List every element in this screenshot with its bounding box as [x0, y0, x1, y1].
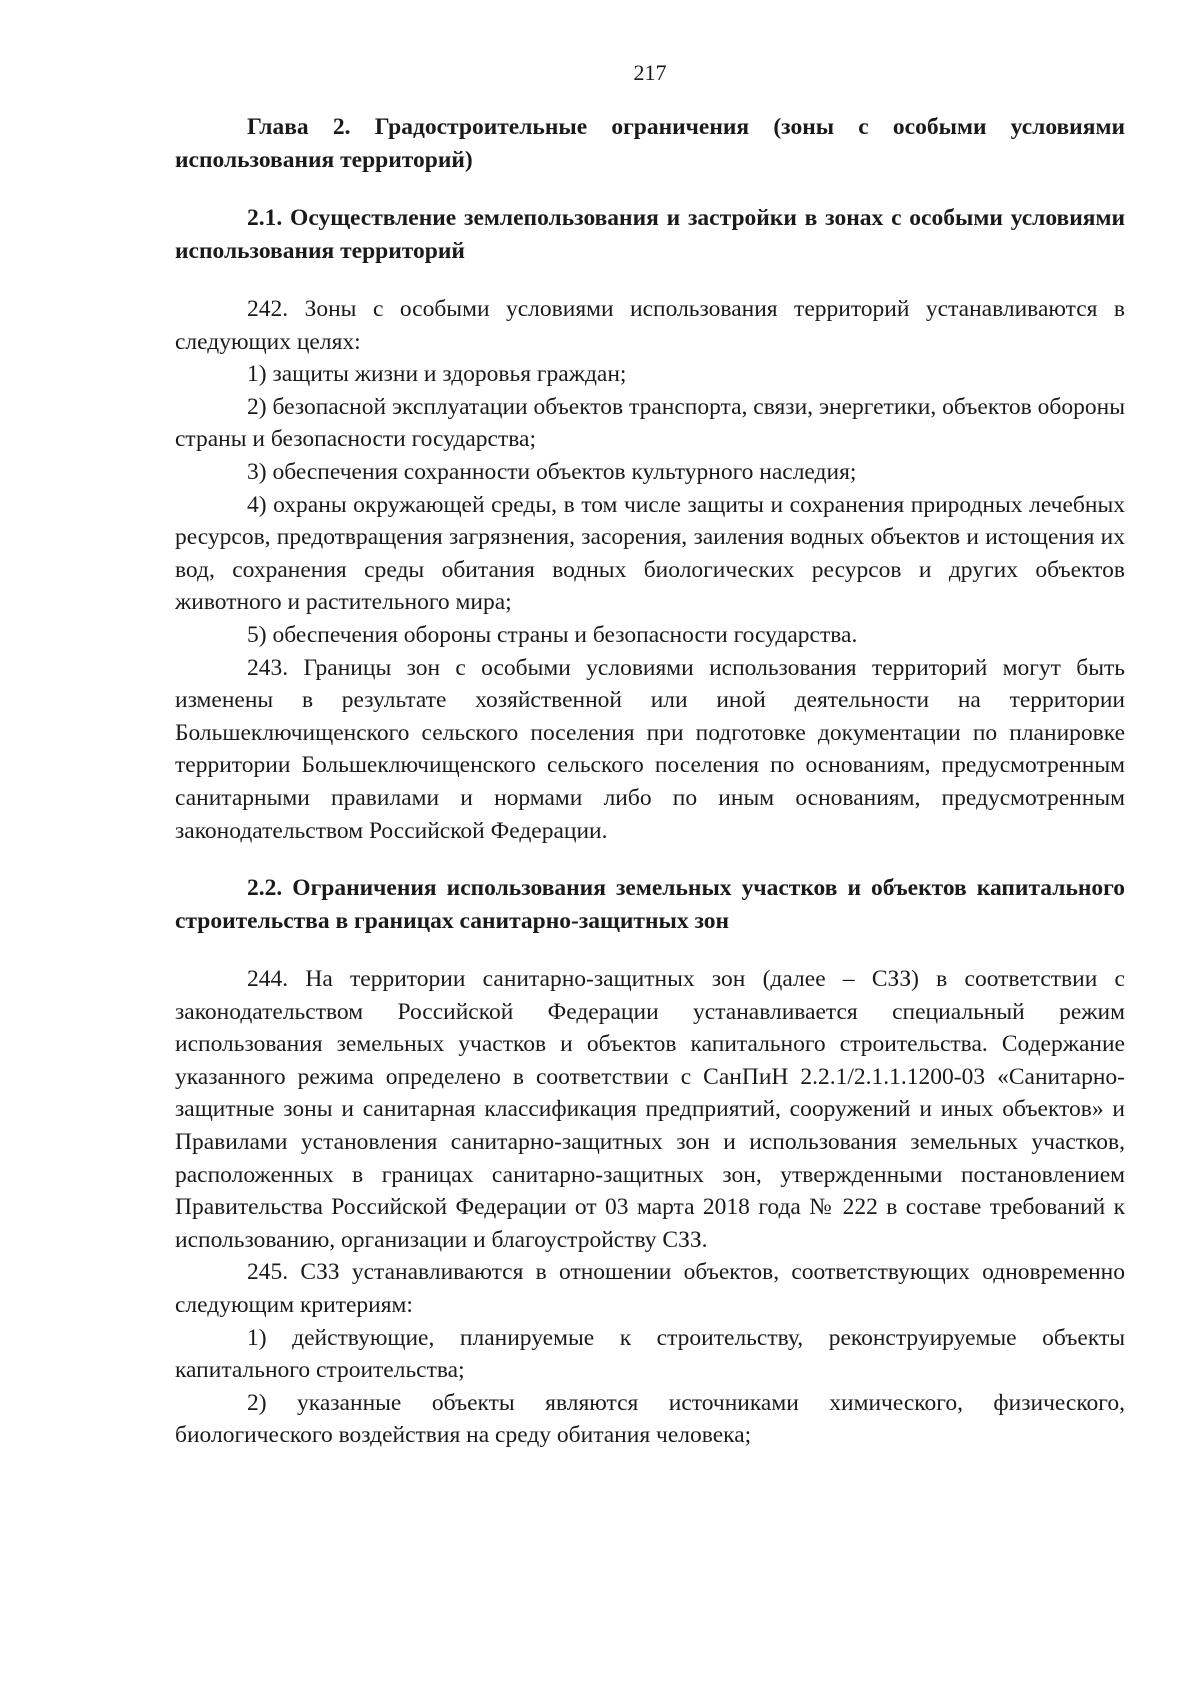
section-2-1-heading: 2.1. Осуществление землепользования и застройки в зонах с особыми условиями использования территорий — [175, 205, 1125, 264]
paragraph-244: 244. На территории санитарно-защитных зон (далее – СЗЗ) в соответствии с законодательством Российской Федерации устанавливается специальный режим использования земельных участков и объектов капитального строительства. Содержание указанного режима определено в соответствии с СанПиН 2.2.1/2.1.1.1200-03 «Санитарно-защитные зоны и санитарная классификация предприятий, сооружений и иных объектов» и Правилами установления санитарно-защитных зон и использования земельных участков, расположенных в границах санитарно-защитных зон, утвержденными постановлением Правительства Российской Федерации от 03 марта 2018 года № 222 в составе требований к использованию, организации и благоустройству СЗЗ. — [175, 966, 1125, 1253]
list-item-2: 2) безопасной эксплуатации объектов транспорта, связи, энергетики, объектов обороны страны и безопасности государства; — [175, 393, 1125, 453]
paragraph-243: 243. Границы зон с особыми условиями использования территорий могут быть изменены в результате хозяйственной или иной деятельности на территории Большеключищенского сельского поселения при подготовке документации по планировке территории Большеключищенского сельского поселения по основаниям, предусмотренным санитарными правилами и нормами либо по иным основаниям, предусмотренным законодательством Российской Федерации. — [175, 654, 1125, 844]
chapter-heading: Глава 2. Градостроительные ограничения (зоны с особыми условиями использования территорий) — [175, 114, 1125, 173]
section-2-2-heading: 2.2. Ограничения использования земельных участков и объектов капитального строительства в границах санитарно-защитных зон — [175, 875, 1125, 935]
list-item-5: 5) обеспечения обороны страны и безопасности государства. — [247, 621, 858, 648]
criteria-item-1: 1) действующие, планируемые к строительству, реконструируемые объекты капитального строительства; — [175, 1324, 1125, 1384]
paragraph-242: 242. Зоны с особыми условиями использования территорий устанавливаются в следующих целях: — [175, 296, 1125, 355]
list-item-3: 3) обеспечения сохранности объектов культурного наследия; — [247, 458, 857, 485]
criteria-item-2: 2) указанные объекты являются источниками химического, физического, биологического воздействия на среду обитания человека; — [175, 1389, 1125, 1449]
list-item-1: 1) защиты жизни и здоровья граждан; — [247, 361, 627, 388]
paragraph-245: 245. СЗЗ устанавливаются в отношении объектов, соответствующих одновременно следующим критериям: — [175, 1259, 1125, 1319]
list-item-4: 4) охраны окружающей среды, в том числе защиты и сохранения природных лечебных ресурсов, предотвращения загрязнения, засорения, заиления водных объектов и истощения их вод, сохранения среды обитания водных биологических ресурсов и других объектов животного и растительного мира; — [175, 491, 1125, 616]
page-number: 217 — [633, 60, 667, 85]
document-page — [175, 60, 1125, 1452]
